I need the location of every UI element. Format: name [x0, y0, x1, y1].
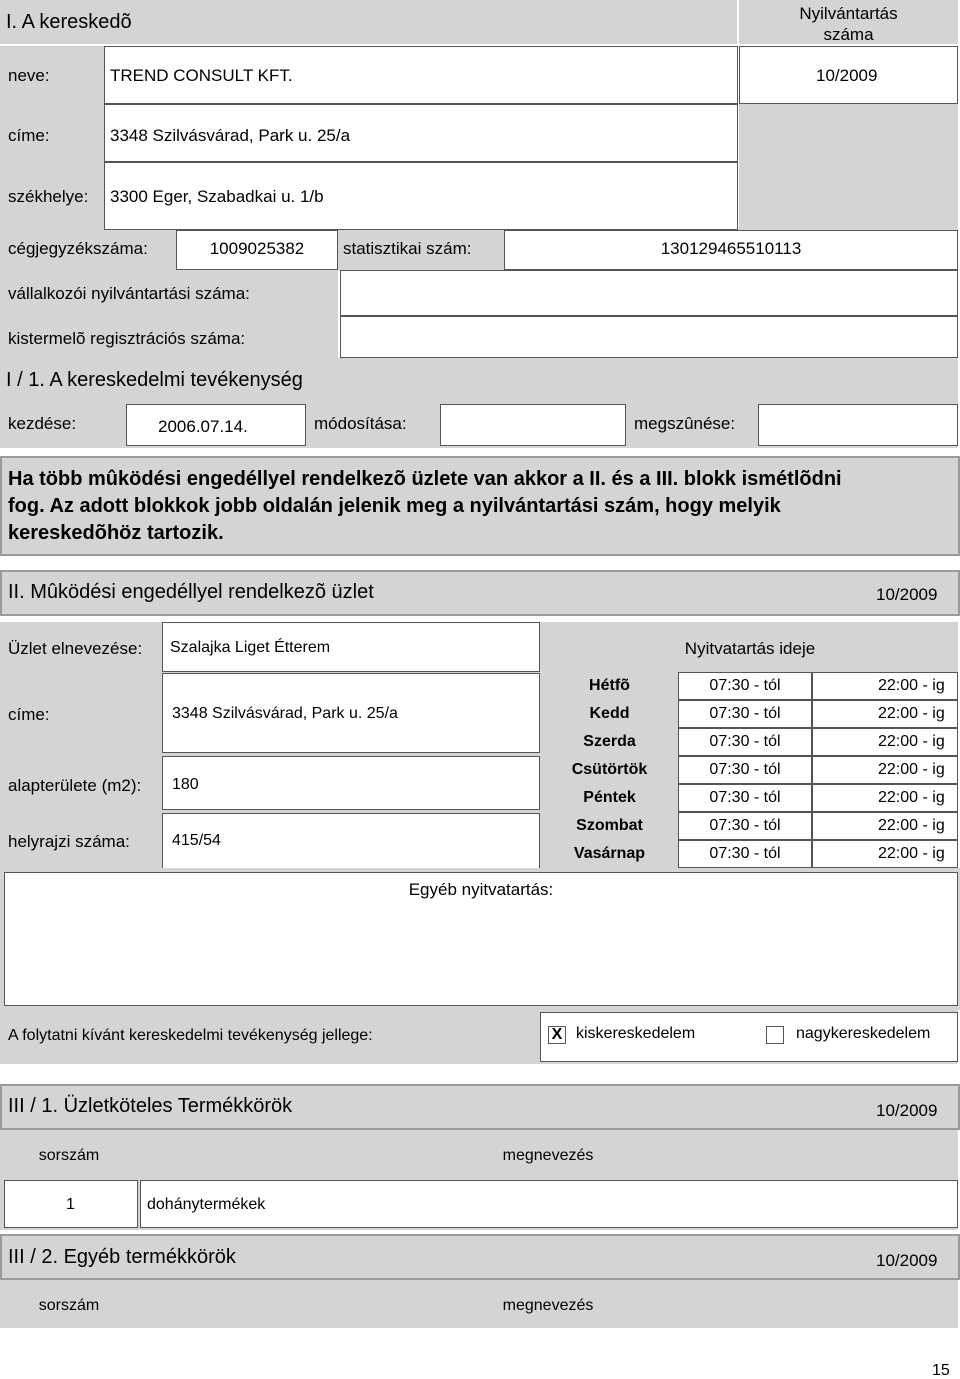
- products1-title: III / 1. Üzletköteles Termékkörök: [8, 1095, 293, 1117]
- page-number: 15: [932, 1362, 950, 1379]
- farmer-label: kistermelõ regisztrációs száma:: [8, 329, 246, 348]
- to-value: 22:00 - ig: [878, 677, 945, 694]
- entrepreneur-label: vállalkozói nyilvántartási száma:: [8, 284, 250, 303]
- products2-col-name: megnevezés: [502, 1297, 594, 1314]
- product-number: 1: [66, 1196, 75, 1213]
- shop-address-label: címe:: [8, 705, 50, 724]
- address-value: 3348 Szilvásvárad, Park u. 25/a: [110, 126, 351, 145]
- notice-line1: Ha több mûködési engedéllyel rendelkezõ üzlete van akkor a II. és a III. blokk ismétlõdni: [8, 468, 842, 490]
- name-label: neve:: [8, 66, 50, 85]
- seat-value: 3300 Eger, Szabadkai u. 1/b: [110, 187, 324, 206]
- products1-col-name: megnevezés: [502, 1147, 594, 1164]
- to-value: 22:00 - ig: [878, 845, 945, 862]
- shop-area-label: alapterülete (m2):: [8, 776, 142, 795]
- notice-line3: kereskedõhöz tartozik.: [8, 522, 224, 544]
- name-value: TREND CONSULT KFT.: [110, 66, 293, 85]
- to-value: 22:00 - ig: [878, 789, 945, 806]
- company-reg-label: cégjegyzékszáma:: [8, 239, 148, 258]
- products1-col-number: sorszám: [38, 1147, 100, 1164]
- shop-area-value: 180: [172, 776, 199, 793]
- reg-number-value: 10/2009: [816, 66, 878, 85]
- from-value: 07:30 - tól: [709, 705, 781, 722]
- day-label: Szerda: [583, 733, 636, 750]
- ended-label: megszûnése:: [634, 414, 736, 433]
- to-value: 22:00 - ig: [878, 705, 945, 722]
- shop-reg-number: 10/2009: [876, 585, 938, 604]
- shop-address-value: 3348 Szilvásvárad, Park u. 25/a: [172, 705, 398, 722]
- products2-col-number: sorszám: [38, 1297, 100, 1314]
- shop-name-label: Üzlet elnevezése:: [8, 639, 143, 658]
- day-label: Vasárnap: [573, 845, 646, 862]
- wholesale-label: nagykereskedelem: [796, 1025, 931, 1042]
- day-label: Csütörtök: [571, 761, 648, 778]
- from-value: 07:30 - tól: [709, 733, 781, 750]
- from-value: 07:30 - tól: [709, 817, 781, 834]
- entrepreneur-value-box: [340, 270, 958, 316]
- other-hours-label: Egyéb nyitvatartás:: [408, 880, 554, 899]
- retail-checkbox[interactable]: X: [548, 1026, 566, 1044]
- notice-line2: fog. Az adott blokkok jobb oldalán jelenik meg a nyilvántartási szám, hogy melyik: [8, 495, 781, 517]
- stat-value: 130129465510113: [660, 239, 802, 258]
- retail-label: kiskereskedelem: [576, 1025, 696, 1042]
- ended-value-box: [758, 404, 958, 446]
- right-filler-1: [739, 104, 958, 230]
- products1-reg-number: 10/2009: [876, 1101, 938, 1120]
- shop-name-value: Szalajka Liget Étterem: [170, 639, 331, 656]
- shop-parcel-value: 415/54: [172, 832, 221, 849]
- company-reg-value: 1009025382: [209, 239, 305, 258]
- start-value: 2006.07.14.: [158, 417, 248, 436]
- reg-number-header-line2: száma: [823, 25, 874, 44]
- activity-type-label: A folytatni kívánt kereskedelmi tevékenység jellege:: [8, 1027, 373, 1044]
- wholesale-checkbox[interactable]: [766, 1026, 784, 1044]
- address-label: címe:: [8, 126, 50, 145]
- to-value: 22:00 - ig: [878, 817, 945, 834]
- day-label: Hétfõ: [589, 677, 630, 694]
- shop-area-box: [162, 756, 540, 810]
- products2-reg-number: 10/2009: [876, 1251, 938, 1270]
- modified-value-box: [440, 404, 626, 446]
- day-label: Szombat: [576, 817, 643, 834]
- shop-parcel-label: helyrajzi száma:: [8, 832, 130, 851]
- to-value: 22:00 - ig: [878, 761, 945, 778]
- shop-title: II. Mûködési engedéllyel rendelkezõ üzlet: [8, 581, 374, 603]
- from-value: 07:30 - tól: [709, 761, 781, 778]
- stat-label: statisztikai szám:: [343, 239, 472, 258]
- day-label: Péntek: [583, 789, 636, 806]
- opening-header: Nyitvatartás ideje: [684, 639, 816, 658]
- seat-label: székhelye:: [8, 187, 89, 206]
- reg-number-header-line1: Nyilvántartás: [799, 4, 898, 23]
- from-value: 07:30 - tól: [709, 789, 781, 806]
- section1-title: I. A kereskedõ: [6, 11, 132, 33]
- from-value: 07:30 - tól: [709, 677, 781, 694]
- farmer-value-box: [340, 316, 958, 358]
- activity-title: I / 1. A kereskedelmi tevékenység: [6, 369, 303, 391]
- to-value: 22:00 - ig: [878, 733, 945, 750]
- product-name: dohánytermékek: [147, 1196, 266, 1213]
- day-label: Kedd: [589, 705, 630, 722]
- modified-label: módosítása:: [314, 414, 407, 433]
- from-value: 07:30 - tól: [709, 845, 781, 862]
- start-label: kezdése:: [8, 414, 77, 433]
- products2-title: III / 2. Egyéb termékkörök: [8, 1246, 236, 1268]
